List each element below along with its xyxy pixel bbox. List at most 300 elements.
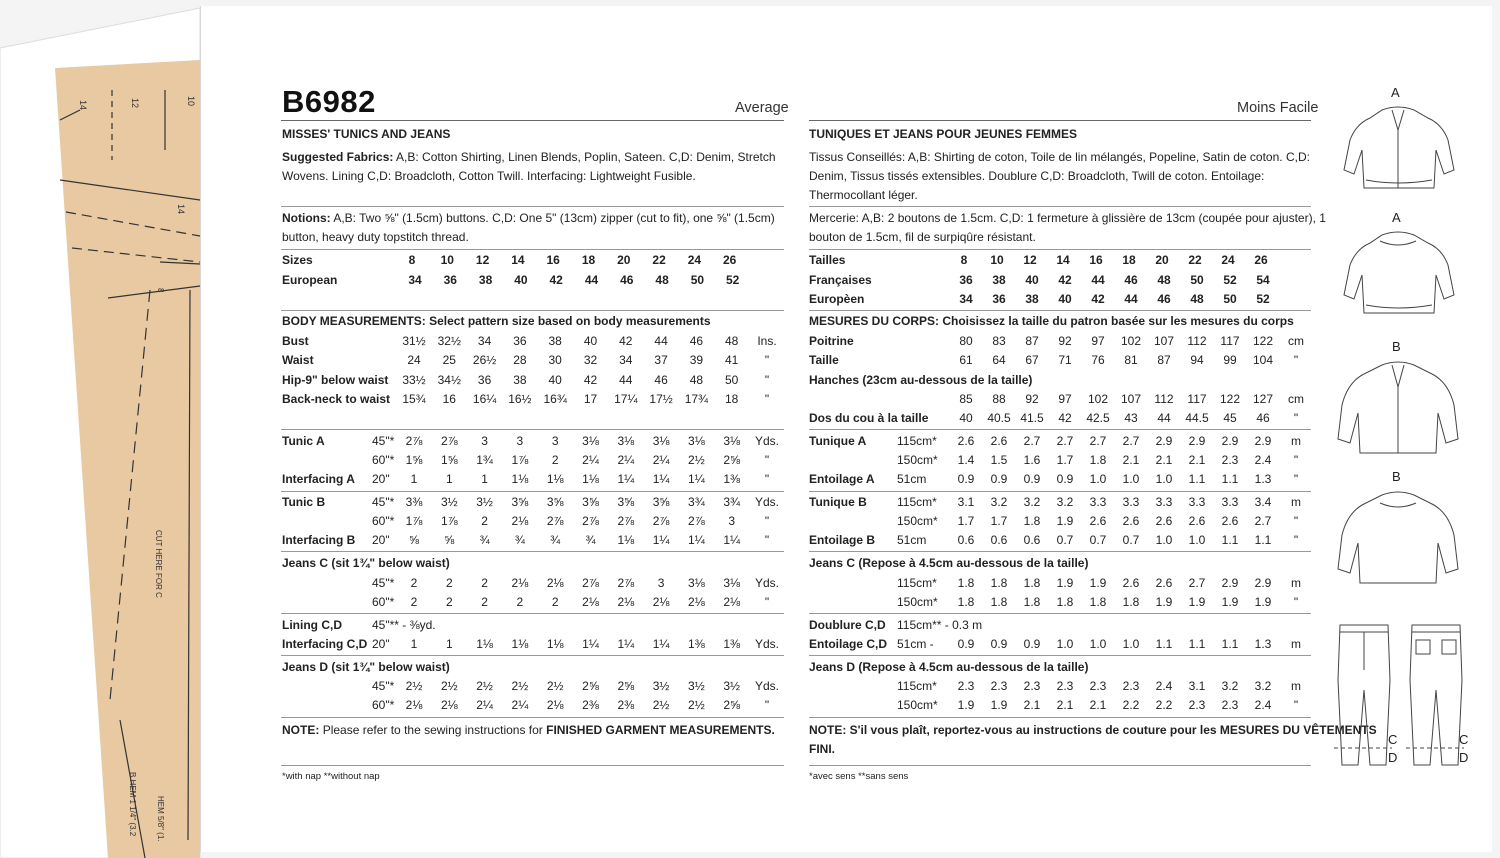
jeans-front-sketch <box>1334 625 1392 765</box>
jeans-d-fr-150-cell: 1.9 <box>990 698 1008 712</box>
interfacing-b-cell: 1¼ <box>723 533 741 547</box>
jeans-d-60-cell: 2⅜ <box>617 698 635 712</box>
jeans-d-fr-cell: 2.4 <box>1155 679 1173 693</box>
piece-number-10: 10 <box>186 96 196 107</box>
tunique-b-cell: 3.3 <box>1188 495 1206 509</box>
tunique-a-label: Tunique A <box>809 434 867 448</box>
jeans-d-cell: 2½ <box>405 679 423 693</box>
jeans-c-fr-150-cell: 1.8 <box>1023 595 1041 609</box>
jeans-d-fr-150-cell: 2.1 <box>1089 698 1107 712</box>
jeans-d-cell: 2½ <box>546 679 564 693</box>
poitrine-cell: 122 <box>1252 334 1274 348</box>
tunique-a-150-cell: " <box>1293 453 1299 467</box>
interfacing-cd-label: Interfacing C,D <box>282 637 368 651</box>
francaise-cell: 42 <box>1058 273 1072 287</box>
interfacing-cd-cell: 1⅛ <box>511 637 529 651</box>
europeen-cell: 38 <box>1025 292 1039 306</box>
european-size-cell: 44 <box>584 273 599 287</box>
europeen-label: Europèen <box>809 292 865 306</box>
tunic-b-cell: 3⅝ <box>582 495 599 509</box>
francaise-cell: 38 <box>992 273 1006 287</box>
jeans-d-fr-150-cell: 2.1 <box>1023 698 1041 712</box>
tunic-b-back-sketch <box>1338 492 1458 583</box>
tunic-b-cell: 3½ <box>440 495 458 509</box>
poitrine-cell: 80 <box>959 334 973 348</box>
note-fr-1: NOTE: S'il vous plaît, reportez-vous au instructions de couture pour les MESURES DU VÊTEMENTS <box>809 723 1377 737</box>
francaise-cell: 40 <box>1025 273 1039 287</box>
jeans-c-cell: 3⅛ <box>723 576 741 590</box>
jeans-c-cell: 2⅞ <box>582 576 599 590</box>
tunic-b-cell: 3⅝ <box>617 495 635 509</box>
bust-label: Bust <box>282 334 309 348</box>
tunic-a-cell: 2⅞ <box>405 434 423 448</box>
interfacing-a-cell: 1¼ <box>617 472 635 486</box>
jeans-back-sketch <box>1406 625 1464 765</box>
tunic-a-cell: 2⅞ <box>440 434 458 448</box>
tunique-b-width-1: 115cm* <box>897 495 937 509</box>
entoilage-a-label: Entoilage A <box>809 472 875 486</box>
note-fr-2: FINI. <box>809 742 835 756</box>
tunique-a-cell: m <box>1291 434 1301 448</box>
entoilage-cd-cell: 1.1 <box>1188 637 1206 651</box>
piece-number-8: 8 <box>156 288 165 293</box>
waist-cell: 28 <box>513 353 527 367</box>
waist-cell: 26½ <box>472 353 497 367</box>
size-cell: 12 <box>475 253 490 267</box>
tunic-b-front-sketch <box>1338 362 1458 453</box>
european-size-cell: 34 <box>408 273 422 287</box>
jeans-d-60-cell: " <box>764 698 770 712</box>
entoilage-cd-cell: 1.1 <box>1155 637 1173 651</box>
interfacing-cd-cell: 1¼ <box>582 637 599 651</box>
tunique-a-150-cell: 2.3 <box>1221 453 1239 467</box>
tunique-a-cell: 2.6 <box>957 434 975 448</box>
tunique-a-cell: 2.7 <box>1122 434 1140 448</box>
hip-cell: 44 <box>619 373 633 387</box>
taille-mesure-cell: 71 <box>1058 353 1072 367</box>
tunic-a-cell: 3⅛ <box>582 434 599 448</box>
tunique-a-150-cell: 1.6 <box>1023 453 1041 467</box>
fabrics-en-1: Suggested Fabrics: A,B: Cotton Shirting, Linen Blends, Poplin, Sateen. C,D: Denim, Stretch <box>282 150 776 164</box>
tunic-a-cell: 3 <box>551 434 559 448</box>
entoilage-a-cell: 1.1 <box>1221 472 1239 486</box>
tunic-b-60-cell: 2⅞ <box>582 514 599 528</box>
sketch-label-d1: D <box>1388 750 1398 765</box>
jeans-c-width-1: 45"* <box>372 576 395 590</box>
hanches-label: Hanches (23cm au-dessous de la taille) <box>809 373 1033 387</box>
sketch-label-b2: B <box>1392 469 1401 484</box>
jeans-d-fr-150-cell: " <box>1293 698 1299 712</box>
tunique-b-cell: 3.2 <box>1023 495 1041 509</box>
back-cell: 17½ <box>649 392 673 406</box>
jeans-d-60-cell: 2¼ <box>476 698 493 712</box>
jeans-c-fr-cell: 1.8 <box>990 576 1008 590</box>
tunic-b-cell: 3⅜ <box>405 495 423 509</box>
taille-mesure-cell: 87 <box>1157 353 1171 367</box>
hanches-cell: 107 <box>1120 392 1142 406</box>
jeans-c-60-cell: 2 <box>516 595 524 609</box>
entoilage-a-cell: " <box>1293 472 1299 486</box>
tunique-a-150-cell: 1.7 <box>1056 453 1074 467</box>
dos-cell: 40 <box>959 411 973 425</box>
jeans-c-fr-150-cell: 1.8 <box>1089 595 1107 609</box>
bust-cell: 34 <box>477 334 492 348</box>
dos-cell: 42 <box>1058 411 1072 425</box>
europeen-cell: 48 <box>1190 292 1204 306</box>
body-heading-en: BODY MEASUREMENTS: Select pattern size based on body measurements <box>282 314 711 328</box>
jeans-c-fr-width-2: 150cm* <box>897 595 938 609</box>
european-size-cell: 52 <box>726 273 740 287</box>
tunique-b-cell: 3.3 <box>1089 495 1107 509</box>
tunic-b-60-cell: 1⅞ <box>405 514 423 528</box>
entoilage-b-cell: 1.0 <box>1188 533 1206 547</box>
sketch-label-b1: B <box>1392 339 1401 354</box>
european-size-cell: 48 <box>655 273 669 287</box>
bust-cell: 31½ <box>402 334 426 348</box>
tunic-a-60-cell: 2 <box>551 453 559 467</box>
tunic-a-60-cell: 2½ <box>688 453 705 467</box>
europeen-cell: 42 <box>1091 292 1105 306</box>
taille-cell: 26 <box>1254 253 1268 267</box>
back-cell: 17¼ <box>614 392 638 406</box>
interfacing-cd-cell: 1¼ <box>652 637 670 651</box>
taille-cell: 18 <box>1122 253 1136 267</box>
bust-cell: 38 <box>548 334 562 348</box>
taille-cell: 16 <box>1089 253 1103 267</box>
entoilage-a-cell: 1.0 <box>1122 472 1140 486</box>
jeans-d-60-cell: 2⅛ <box>405 698 423 712</box>
tunique-a-cell: 2.7 <box>1056 434 1074 448</box>
fabrics-en-2: Wovens. Lining C,D: Broadcloth, Cotton Twill. Interfacing: Lightweight Fusible. <box>282 169 696 183</box>
entoilage-a-cell: 1.0 <box>1155 472 1173 486</box>
poitrine-cell: 83 <box>992 334 1006 348</box>
jeans-d-60-cell: 2½ <box>652 698 670 712</box>
jeans-c-cell: 3⅛ <box>688 576 705 590</box>
hip-cell: 38 <box>513 373 527 387</box>
notions-fr-2: bouton de 1.5cm, fil de surpiqûre résistant. <box>809 230 1036 244</box>
note-en: NOTE: Please refer to the sewing instructions for FINISHED GARMENT MEASUREMENTS. <box>282 723 775 737</box>
jeans-c-cell: 2⅛ <box>546 576 564 590</box>
tunique-a-cell: 2.9 <box>1254 434 1272 448</box>
tunique-b-150-cell: 1.7 <box>990 514 1008 528</box>
interfacing-a-width: 20" <box>372 472 390 486</box>
tunic-a-cell: 3 <box>516 434 524 448</box>
jeans-d-60-cell: 2½ <box>688 698 705 712</box>
taille-cell: 12 <box>1023 253 1037 267</box>
piece-number-12: 12 <box>130 98 140 109</box>
difficulty-level-fr: Moins Facile <box>1237 100 1319 116</box>
sizes-label-fr: Tailles <box>809 253 846 267</box>
entoilage-a-cell: 0.9 <box>990 472 1008 486</box>
jeans-d-fr-cell: 2.3 <box>990 679 1008 693</box>
jeans-d-fr-cell: 3.1 <box>1188 679 1206 693</box>
poitrine-cell: 87 <box>1025 334 1039 348</box>
entoilage-a-cell: 1.1 <box>1188 472 1206 486</box>
entoilage-b-cell: 0.7 <box>1122 533 1140 547</box>
footnote-fr: *avec sens **sans sens <box>809 771 909 782</box>
jeans-c-60-cell: 2⅛ <box>688 595 705 609</box>
back-cell: 16¾ <box>543 392 567 406</box>
piece-number-14b: 14 <box>176 204 186 215</box>
dos-cell: 46 <box>1256 411 1270 425</box>
tunic-a-60-cell: 1⅞ <box>511 453 529 467</box>
dos-cell: 44 <box>1157 411 1171 425</box>
bust-cell: 46 <box>689 334 704 348</box>
jeans-c-60-cell: 2⅛ <box>723 595 741 609</box>
interfacing-b-cell: ¾ <box>585 533 596 547</box>
size-cell: 14 <box>511 253 525 267</box>
jeans-d-cell: Yds. <box>754 679 779 693</box>
jeans-c-fr-cell: 2.6 <box>1122 576 1140 590</box>
tunic-a-60-cell: 1⅝ <box>440 453 458 467</box>
francaise-cell: 36 <box>959 273 973 287</box>
poitrine-cell: 102 <box>1120 334 1142 348</box>
doublure-label: Doublure C,D <box>809 618 886 632</box>
entoilage-b-width: 51cm <box>897 533 927 547</box>
jeans-c-60-cell: 2⅛ <box>617 595 635 609</box>
fabrics-fr-2: Denim, Tissus tissés extensibles. Doublure C,D: Broadcloth, Twill de coton. Entoilage: <box>809 169 1265 183</box>
tunic-a-front-sketch <box>1344 107 1454 188</box>
bust-cell: 42 <box>619 334 633 348</box>
jeans-d-fr-150-cell: 1.9 <box>957 698 975 712</box>
waist-cell: 37 <box>654 353 668 367</box>
back-cell: 16 <box>442 392 456 406</box>
jeans-c-fr-cell: 2.9 <box>1221 576 1239 590</box>
jeans-c-60-cell: 2 <box>481 595 488 609</box>
size-cell: 16 <box>546 253 560 267</box>
tunic-b-60-cell: 2⅛ <box>511 514 529 528</box>
tunique-b-150-cell: " <box>1293 514 1299 528</box>
jeans-c-60-cell: 2⅛ <box>652 595 670 609</box>
hanches-cell: cm <box>1288 392 1304 406</box>
tunic-b-60-cell: " <box>764 514 770 528</box>
tunique-b-150-cell: 1.8 <box>1023 514 1041 528</box>
tunic-b-60-cell: 2⅞ <box>546 514 564 528</box>
tunique-a-width-2: 150cm* <box>897 453 938 467</box>
interfacing-a-cell: 1 <box>481 472 488 486</box>
dos-cell: 40.5 <box>987 411 1011 425</box>
waist-cell: " <box>764 353 770 367</box>
sketch-label-a2: A <box>1392 210 1401 225</box>
jeans-c-fr-150-cell: 1.9 <box>1188 595 1206 609</box>
poitrine-cell: 92 <box>1058 334 1072 348</box>
jeans-c-fr-150-cell: " <box>1293 595 1299 609</box>
jeans-c-fr-150-cell: 1.9 <box>1221 595 1239 609</box>
entoilage-a-cell: 0.9 <box>1023 472 1041 486</box>
hip-cell: 46 <box>654 373 668 387</box>
dos-cell: 44.5 <box>1185 411 1209 425</box>
taille-mesure-cell: 94 <box>1190 353 1204 367</box>
hip-cell: 42 <box>583 373 598 387</box>
interfacing-a-cell: 1⅛ <box>511 472 529 486</box>
jeans-d-fr-cell: 3.2 <box>1221 679 1239 693</box>
bust-cell: 40 <box>583 334 598 348</box>
bust-cell: 32½ <box>437 334 461 348</box>
hanches-cell: 122 <box>1219 392 1241 406</box>
dos-label: Dos du cou à la taille <box>809 411 929 425</box>
jeans-c-fr-150-cell: 1.9 <box>1254 595 1272 609</box>
waist-cell: 24 <box>407 353 421 367</box>
tunic-a-60-cell: 1¾ <box>476 453 493 467</box>
tunic-b-60-cell: 3 <box>728 514 736 528</box>
size-cell: 24 <box>687 253 702 267</box>
taille-cell: 14 <box>1056 253 1070 267</box>
jeans-c-fr-cell: 1.9 <box>1056 576 1074 590</box>
taille-mesure-cell: 76 <box>1091 353 1105 367</box>
fabrics-fr-1: Tissus Conseillés: A,B: Shirting de coton, Toile de lin mélangés, Popeline, Satin de coton. C,D: <box>809 150 1310 164</box>
european-size-cell: 38 <box>478 273 493 287</box>
francaise-cell: 50 <box>1190 273 1204 287</box>
european-size-cell: 46 <box>620 273 634 287</box>
tunique-b-cell: 3.3 <box>1155 495 1173 509</box>
entoilage-a-cell: 0.9 <box>1056 472 1074 486</box>
interfacing-a-label: Interfacing A <box>282 472 355 486</box>
hip-cell: 33½ <box>402 373 426 387</box>
sketch-label-d2: D <box>1459 750 1469 765</box>
tunique-b-150-cell: 2.6 <box>1188 514 1206 528</box>
interfacing-a-cell: 1⅛ <box>546 472 564 486</box>
jeans-c-fr-150-cell: 1.8 <box>1122 595 1140 609</box>
entoilage-cd-cell: 1.1 <box>1221 637 1239 651</box>
jeans-c-cell: 2⅛ <box>511 576 529 590</box>
interfacing-b-cell: 1⅛ <box>617 533 635 547</box>
footnote-en: *with nap **without nap <box>282 771 380 782</box>
jeans-c-cell: 3 <box>657 576 665 590</box>
tunic-a-cell: 3 <box>481 434 488 448</box>
jeans-d-fr-150-cell: 2.3 <box>1221 698 1239 712</box>
entoilage-cd-cell: m <box>1291 637 1301 651</box>
jeans-d-fr-cell: 2.3 <box>1122 679 1140 693</box>
interfacing-cd-cell: 1 <box>445 637 453 651</box>
taille-cell: 22 <box>1188 253 1202 267</box>
jeans-c-fr-cell: 2.7 <box>1188 576 1206 590</box>
jeans-d-fr-150-cell: 2.2 <box>1155 698 1173 712</box>
tunic-b-60-cell: 2 <box>481 514 488 528</box>
waist-cell: 25 <box>442 353 456 367</box>
tunic-a-label: Tunic A <box>282 434 325 448</box>
back-cell: 15¾ <box>402 392 426 406</box>
hanches-cell: 85 <box>959 392 973 406</box>
tunic-b-width-2: 60"* <box>372 514 395 528</box>
tunique-b-cell: 3.4 <box>1254 495 1272 509</box>
tunic-b-cell: 3⅝ <box>511 495 529 509</box>
tunic-a-back-sketch <box>1344 232 1454 313</box>
size-cell: 20 <box>617 253 631 267</box>
tunique-b-150-cell: 2.7 <box>1254 514 1272 528</box>
entoilage-a-cell: 1.0 <box>1089 472 1107 486</box>
interfacing-a-cell: 1¼ <box>688 472 705 486</box>
b-hem-label: B HEM 1 1/4" (3.2 <box>128 772 137 837</box>
bust-cell: 36 <box>513 334 527 348</box>
bust-cell: 48 <box>725 334 739 348</box>
hanches-cell: 97 <box>1058 392 1072 406</box>
jeans-d-fr-150-cell: 2.4 <box>1254 698 1272 712</box>
tunic-b-cell: 3⅝ <box>546 495 564 509</box>
cut-here-label: CUT HERE FOR C <box>154 530 163 598</box>
hip-cell: 34½ <box>437 373 461 387</box>
tunic-b-60-cell: 2⅞ <box>617 514 635 528</box>
tunique-b-cell: 3.2 <box>990 495 1008 509</box>
tunique-a-150-cell: 2.4 <box>1254 453 1272 467</box>
francaise-cell: 54 <box>1256 273 1270 287</box>
back-cell: 17¾ <box>684 392 709 406</box>
waist-cell: 32 <box>583 353 598 367</box>
back-cell: 18 <box>725 392 739 406</box>
poitrine-label: Poitrine <box>809 334 854 348</box>
dos-cell: 45 <box>1223 411 1237 425</box>
jeans-d-cell: 3½ <box>688 679 705 693</box>
entoilage-cd-cell: 0.9 <box>990 637 1008 651</box>
poitrine-cell: 107 <box>1153 334 1175 348</box>
jeans-d-fr-cell: 2.3 <box>1056 679 1074 693</box>
jeans-d-cell: 2½ <box>440 679 458 693</box>
jeans-d-fr-150-cell: 2.1 <box>1056 698 1074 712</box>
taille-label: Taille <box>809 353 839 367</box>
back-cell: 16¼ <box>472 392 497 406</box>
tunic-a-cell: Yds. <box>754 434 779 448</box>
tunic-a-60-cell: 2⅝ <box>723 453 741 467</box>
jeans-c-cell: 2 <box>445 576 453 590</box>
europeen-cell: 36 <box>992 292 1006 306</box>
jeans-d-label-fr: Jeans D (Repose à 4.5cm au-dessous de la taille) <box>809 660 1089 674</box>
jeans-c-60-cell: 2 <box>445 595 453 609</box>
tunic-a-60-cell: 2¼ <box>652 453 670 467</box>
tunic-a-width-2: 60"* <box>372 453 395 467</box>
tunic-b-cell: 3⅝ <box>652 495 670 509</box>
tunic-a-60-cell: 2¼ <box>582 453 599 467</box>
size-cell: 22 <box>652 253 666 267</box>
european-label-en: European <box>282 273 338 287</box>
europeen-cell: 34 <box>959 292 973 306</box>
jeans-c-cell: 2 <box>410 576 418 590</box>
entoilage-b-cell: 1.1 <box>1221 533 1239 547</box>
taille-cell: 8 <box>960 253 968 267</box>
interfacing-b-cell: ⅝ <box>408 533 419 547</box>
jeans-c-fr-cell: 1.8 <box>1023 576 1041 590</box>
jeans-d-fr-cell: 2.3 <box>1089 679 1107 693</box>
tunique-a-width-1: 115cm* <box>897 434 937 448</box>
europeen-cell: 50 <box>1223 292 1237 306</box>
poitrine-cell: 97 <box>1091 334 1105 348</box>
jeans-d-60-cell: 2⅜ <box>582 698 599 712</box>
poitrine-cell: 117 <box>1220 334 1240 348</box>
hip-label: Hip-9" below waist <box>282 373 389 387</box>
waist-cell: 34 <box>619 353 633 367</box>
interfacing-cd-cell: 1⅛ <box>476 637 493 651</box>
entoilage-b-cell: 0.7 <box>1089 533 1107 547</box>
tunique-b-150-cell: 2.6 <box>1155 514 1173 528</box>
jeans-c-label-fr: Jeans C (Repose à 4.5cm au-dessous de la taille) <box>809 556 1089 570</box>
jeans-d-60-cell: 2⅛ <box>546 698 564 712</box>
taille-mesure-cell: 61 <box>959 353 973 367</box>
back-label: Back-neck to waist <box>282 392 391 406</box>
jeans-d-fr-width-2: 150cm* <box>897 698 938 712</box>
tunique-b-150-cell: 1.9 <box>1056 514 1074 528</box>
tunique-a-150-cell: 2.1 <box>1188 453 1206 467</box>
francaise-cell: 48 <box>1157 273 1171 287</box>
tunic-b-cell: 3½ <box>476 495 493 509</box>
interfacing-a-cell: 1 <box>445 472 453 486</box>
tunic-a-width-1: 45"* <box>372 434 395 448</box>
francaises-label: Françaises <box>809 273 872 287</box>
europeen-cell: 46 <box>1157 292 1171 306</box>
entoilage-cd-width: 51cm - <box>897 637 934 651</box>
europeen-cell: 40 <box>1058 292 1072 306</box>
hip-cell: " <box>764 373 770 387</box>
jeans-c-fr-150-cell: 1.9 <box>1155 595 1173 609</box>
taille-mesure-cell: 67 <box>1025 353 1039 367</box>
dos-cell: 41.5 <box>1020 411 1044 425</box>
